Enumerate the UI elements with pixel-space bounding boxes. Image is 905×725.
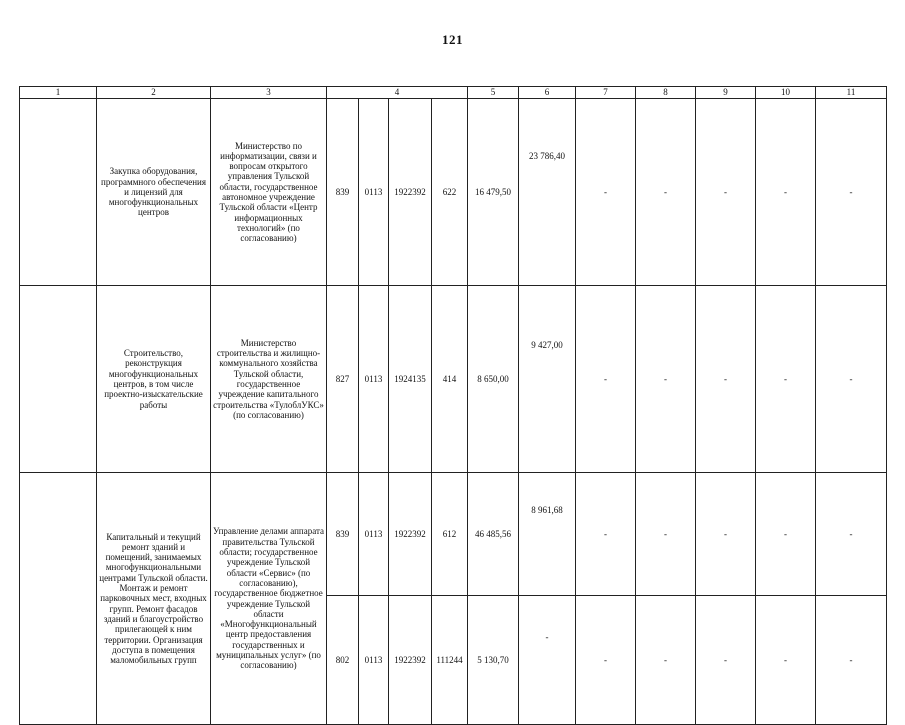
amount-cell: 8 961,68	[519, 473, 576, 596]
activity-cell: Строительство, реконструкция многофункциональных центров, в том числе проектно-изыскательские работы	[97, 286, 211, 473]
amount-cell: -	[696, 99, 756, 286]
activity-cell: Капитальный и текущий ремонт зданий и помещений, занимаемых многофункциональными центрами Тульской области. Монтаж и ремонт парковочных мест, входных групп. Ремонт фасадов зданий и благоустройство прилегающей к ним территории. Организация доступа в помещения маломобильных групп	[97, 473, 211, 725]
table-row	[20, 99, 887, 286]
amount-cell: 46 485,56	[468, 473, 519, 596]
header-cell: 4	[327, 87, 468, 99]
header-cell: 2	[97, 87, 211, 99]
amount-cell: -	[636, 286, 696, 473]
code-cell: 0113	[359, 286, 389, 473]
amount-cell: -	[816, 99, 887, 286]
code-cell: 839	[327, 473, 359, 596]
code-cell: 612	[432, 473, 468, 596]
amount-cell: -	[696, 473, 756, 596]
amount-cell: -	[696, 596, 756, 725]
amount-cell: -	[816, 596, 887, 725]
amount-cell: -	[756, 473, 816, 596]
table-row	[20, 286, 887, 473]
row-number-cell	[20, 99, 97, 286]
code-cell: 802	[327, 596, 359, 725]
amount-cell: -	[636, 99, 696, 286]
amount-cell: -	[756, 286, 816, 473]
activity-cell: Закупка оборудования, программного обеспечения и лицензий для многофункциональных центров	[97, 99, 211, 286]
header-cell: 6	[519, 87, 576, 99]
budget-table	[19, 86, 887, 725]
executor-cell: Министерство строительства и жилищно-коммунального хозяйства Тульской области, государственное учреждение капитального строительства «ТулоблУКС» (по согласованию)	[211, 286, 327, 473]
amount-cell: -	[756, 596, 816, 725]
amount-cell: -	[816, 473, 887, 596]
header-cell: 9	[696, 87, 756, 99]
amount-cell: 9 427,00	[519, 286, 576, 473]
row-number-cell	[20, 286, 97, 473]
executor-cell: Управление делами аппарата правительства Тульской области; государственное учреждение Тульской области «Сервис» (по согласованию), государственное бюджетное учреждение Тульской области «Многофункциональный центр предоставления государственных и муниципальных услуг» (по согласованию)	[211, 473, 327, 725]
code-cell: 622	[432, 99, 468, 286]
header-cell: 11	[816, 87, 887, 99]
code-cell: 0113	[359, 596, 389, 725]
amount-cell: -	[576, 596, 636, 725]
amount-cell: -	[636, 596, 696, 725]
amount-cell: -	[636, 473, 696, 596]
code-cell: 1922392	[389, 99, 432, 286]
code-cell: 1922392	[389, 596, 432, 725]
row-number-cell	[20, 473, 97, 725]
amount-cell: 23 786,40	[519, 99, 576, 286]
code-cell: 1922392	[389, 473, 432, 596]
amount-cell: -	[816, 286, 887, 473]
amount-cell: -	[576, 99, 636, 286]
header-row	[20, 87, 887, 99]
header-cell: 10	[756, 87, 816, 99]
page-number: 121	[442, 32, 463, 47]
code-cell: 0113	[359, 99, 389, 286]
amount-cell: -	[519, 596, 576, 725]
header-cell: 5	[468, 87, 519, 99]
code-cell: 0113	[359, 473, 389, 596]
executor-cell: Министерство по информатизации, связи и вопросам открытого управления Тульской области, государственное автономное учреждение Тульской области «Центр информационных технологий» (по согласованию)	[211, 99, 327, 286]
code-cell: 414	[432, 286, 468, 473]
amount-cell: 5 130,70	[468, 596, 519, 725]
amount-cell: -	[756, 99, 816, 286]
amount-cell: -	[696, 286, 756, 473]
header-cell: 7	[576, 87, 636, 99]
amount-cell: 16 479,50	[468, 99, 519, 286]
amount-cell: 8 650,00	[468, 286, 519, 473]
amount-cell: -	[576, 286, 636, 473]
header-cell: 1	[20, 87, 97, 99]
code-cell: 839	[327, 99, 359, 286]
code-cell: 111244	[432, 596, 468, 725]
code-cell: 827	[327, 286, 359, 473]
code-cell: 1924135	[389, 286, 432, 473]
table-row	[20, 473, 887, 596]
header-cell: 3	[211, 87, 327, 99]
header-cell: 8	[636, 87, 696, 99]
amount-cell: -	[576, 473, 636, 596]
